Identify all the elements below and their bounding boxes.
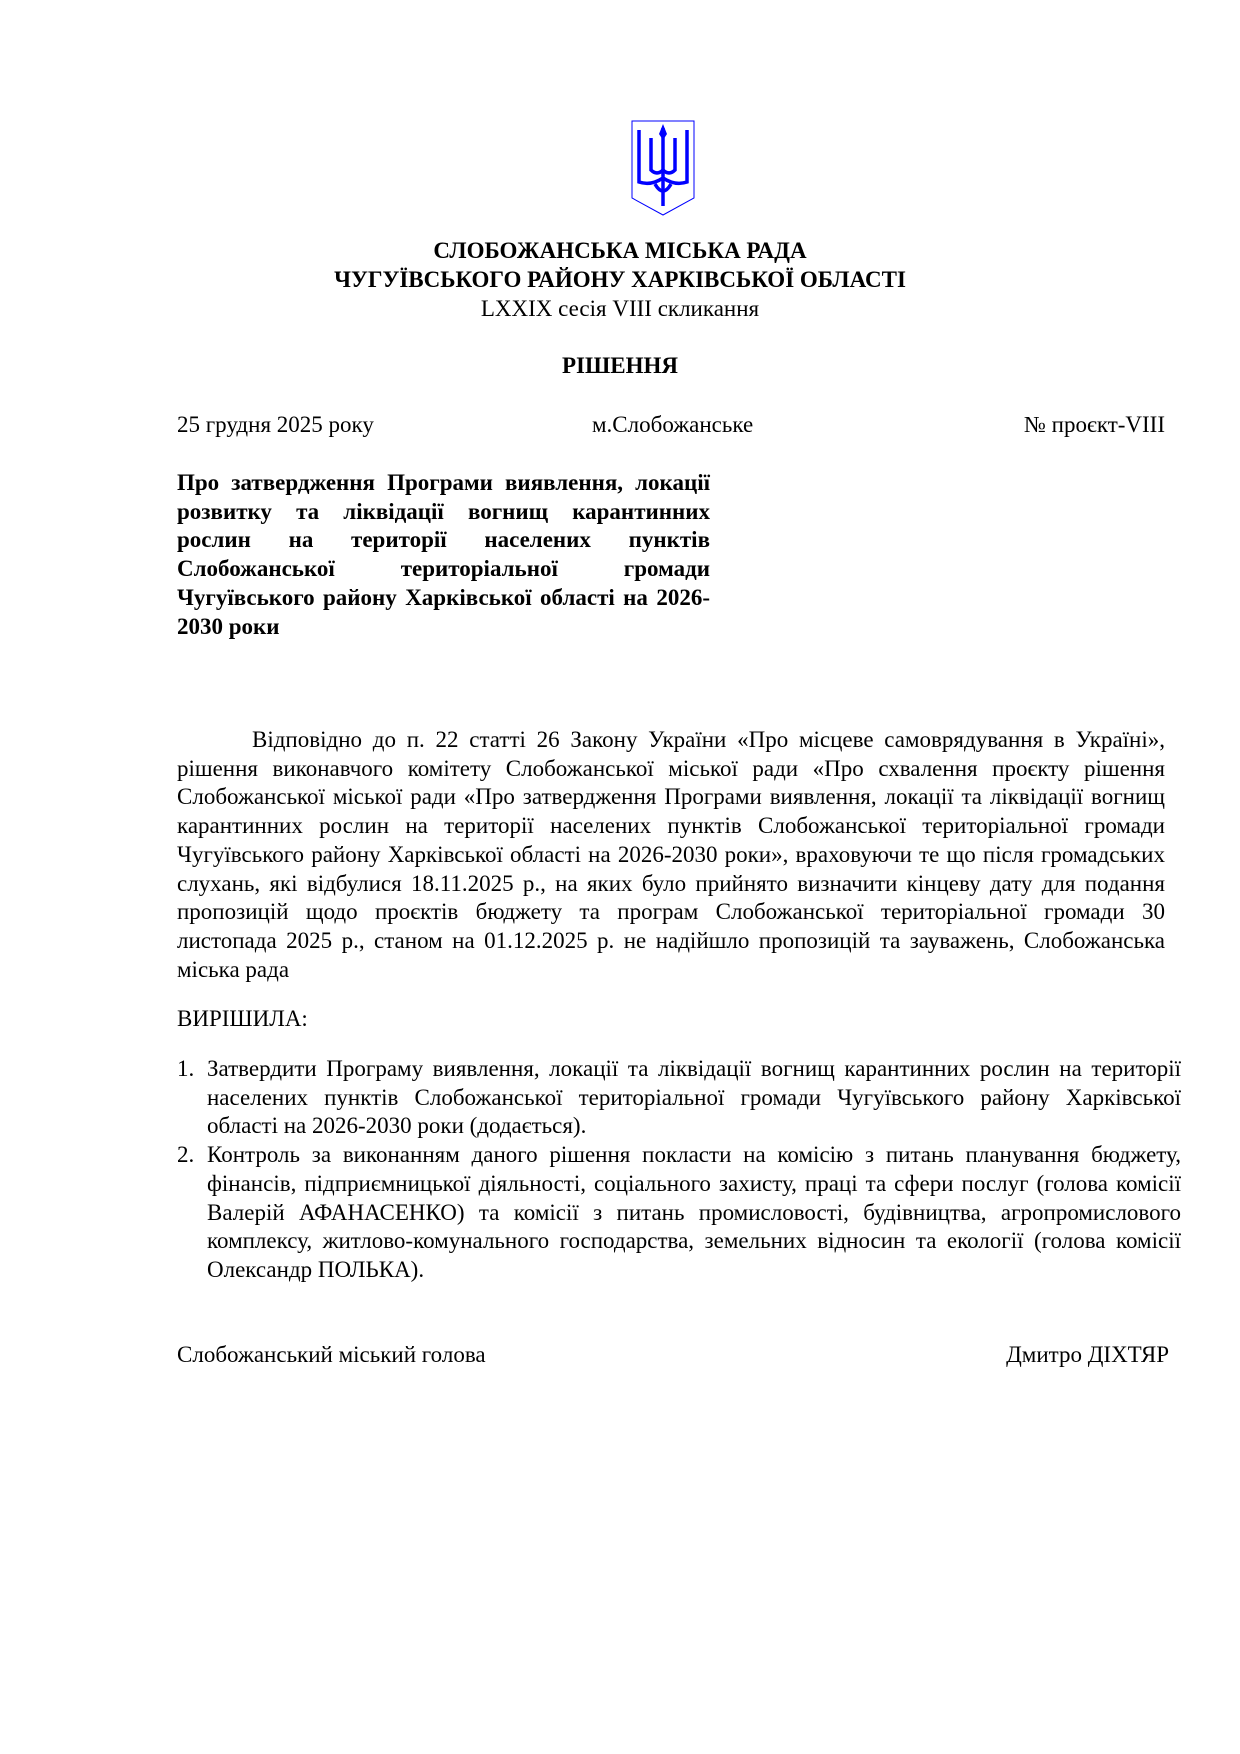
item-number: 2. bbox=[177, 1142, 195, 1168]
resolved-label: ВИРІШИЛА: bbox=[177, 1006, 308, 1031]
item-text: Контроль за виконанням даного рішення покласти на комісію з питань планування бюджету, фінансів, підприємницької діяльності, соціального захисту, праці та сфери послуг (голова комісії Валерій АФАНАСЕНКО) та комісії з питань промисловості, будівництва, агропромислового комплексу, житлово-комунального господарства, земельних відносин та екології (голова комісії Олександр ПОЛЬКА). bbox=[207, 1142, 1181, 1282]
decision-number: № проєкт-VIII bbox=[1023, 412, 1165, 437]
item-number: 1. bbox=[177, 1056, 195, 1081]
district-name: ЧУГУЇВСЬКОГО РАЙОНУ ХАРКІВСЬКОЇ ОБЛАСТІ bbox=[334, 267, 906, 292]
decision-subject: Про затвердження Програми виявлення, локації розвитку та ліквідації вогнищ карантинних рослин на території населених пунктів Слобожанської територіальної громади Чугуївського району Харківської області на 2026-2030 роки bbox=[177, 470, 710, 639]
city: м.Слобожанське bbox=[592, 412, 754, 437]
resolution-items bbox=[177, 1055, 1181, 1285]
resolution-item bbox=[177, 1055, 1181, 1141]
preamble: Відповідно до п. 22 статті 26 Закону України «Про місцеве самоврядування в Україні», рішення виконавчого комітету Слобожанської міської ради «Про схвалення проєкту рішення Слобожанської міської ради «Про затвердження Програми виявлення, локації та ліквідації вогнищ карантинних рослин на території населених пунктів Слобожанської територіальної громади Чугуївського району Харківської області на 2026-2030 роки», враховуючи те що після громадських слухань, які відбулися 18.11.2025 р., на яких було прийнято визначити кінцеву дату для подання пропозицій щодо проєктів бюджету та програм Слобожанської територіальної громади 30 листопада 2025 р., станом на 01.12.2025 р. не надійшло пропозицій та зауважень, Слобожанська міська рада bbox=[177, 727, 1165, 982]
signature-title: Слобожанський міський голова bbox=[177, 1342, 486, 1367]
decision-date: 25 грудня 2025 року bbox=[177, 412, 374, 437]
signature-name: Дмитро ДІХТЯР bbox=[1006, 1342, 1169, 1367]
coat-of-arms-icon bbox=[631, 120, 695, 216]
document-type: РІШЕННЯ bbox=[562, 353, 678, 378]
item-text: Затвердити Програму виявлення, локації та ліквідації вогнищ карантинних рослин на території населених пунктів Слобожанської територіальної громади Чугуївського району Харківської області на 2026-2030 роки (додається). bbox=[207, 1056, 1181, 1139]
council-name: СЛОБОЖАНСЬКА МІСЬКА РАДА bbox=[433, 238, 807, 263]
resolution-item bbox=[177, 1141, 1181, 1285]
session-label: LXXIX сесія VIII скликання bbox=[480, 296, 760, 321]
